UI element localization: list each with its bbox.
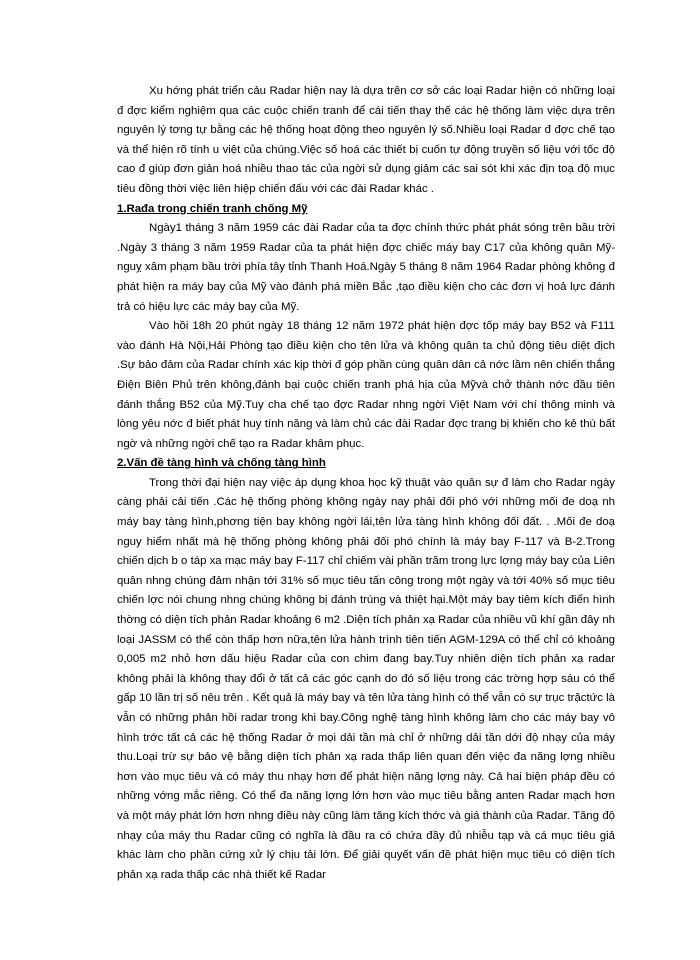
intro-paragraph: Xu hớng phát triển cảu Radar hiện nay là dựa trên cơ sở các loại Radar hiện có những loại đ đợc kiểm nghiệm qua các cuộc chiến tranh để cái tiến thay thế các hệ thống làm việc dựa trên nguyên lý tơng tự bằng các hệ thống hoạt động theo nguyên lý số.Nhiều loại Radar đ đợc chế tạo và thể hiện rõ tính u việt của chúng.Việc số hoá các thiết bị cuốn tự động truyền số liệu với tốc độ cao đ giúp đơn giản hoá nhiều thao tác của ngời sử dụng giảm các sai sót khi xác địn toạ độ mục tiêu đồng thời việc liên hiệp chiến đấu với các đài Radar khác . [117,85,615,195]
section-heading-radar-war: 1.Rađa trong chiến tranh chống Mỹ [117,202,308,215]
section-heading-stealth: 2.Vấn đề tàng hình và chống tàng hình [117,457,326,470]
section2-paragraph-1: Trong thời đại hiện nay việc áp dụng khoa học kỹ thuật vào quân sự đ làm cho Radar ngày càng phải cải tiến .Các hệ thống phòng không ngày nay phải đối phó với những mối đe doạ nh máy bay tàng hình,phơng tiện bay không ngời lái,tên lửa tàng hình không đối đất. . .Mối đe doạ nguy hiểm nhất mà hệ thống phòng không phải đối phó chính là máy bay F-117 và B-2.Trong chiến dịch b o táp xa mạc máy bay F-117 chỉ chiếm vài phần trăm trong lực lợng máy bay của Liên quân nhng chúng đảm nhận tới 31% số mục tiêu tấn công trong một ngày và tới 40% số mục tiêu chiến lợc nói chung nhng chúng không bị đánh trúng và thiệt hại.Một máy bay tiêm kích điển hình thờng có diện tích phản Radar khoảng 6 m2 .Diện tích phản xạ Radar của nhiều vũ khí gần đây nh loại JASSM có thể còn thấp hơn nữa,tên lửa hành trình tiên tiến AGM-129A có thể chỉ có khoảng 0,005 m2 nhỏ hơn dấu hiệu Radar của con chim đang bay.Tuy nhiên diện tích phản xạ radar không phải là không thay đổi ở tất cả các góc cạnh do đó số liệu trong các trờng hợp sáu có thể gấp 10 lần trị số nêu trên . Kết quả là máy bay và tên lửa tàng hình có thể vẫn có sự trục trặctức là vẫn có những phản hồi radar trong khi bay.Công nghệ tàng hình không làm cho các máy bay vô hình trớc tất cả các hệ thống Radar ở mọi dải tần mà chỉ ở những dải tần dới độ nhạy của máy thu.Loại trừ sự bảo vệ bằng diện tích phản xạ rada thấp liên quan đến việc đa năng lợng nhiều hơn vào mục tiêu và có máy thu nhạy hơn để phát hiện năng lợng này. Cả hai biện pháp đều có những vớng mắc riêng. Có thể đa năng lợng lớn hơn vào mục tiêu bằng anten Radar mạch hơn và một máy phát lớn hơn nhng điều này cũng làm tăng kích thớc và giá thành của Radar. Tăng độ nhạy của máy thu Radar cũng có nghĩa là đầu ra có chứa đầy đủ nhiễu tạp và cá mục tiêu giả khác làm cho phần cứng xử lý chịu tải lớn. Để giải quyết vấn đề phát hiện mục tiêu có diện tích phản xạ rada thấp các nhà thiết kế Radar [117,476,615,881]
section1-paragraph-1: Ngày1 tháng 3 năm 1959 các đài Radar của ta đợc chính thức phát phát sóng trên bầu trời .Ngày 3 tháng 3 năm 1959 Radar của ta phát hiện đợc chiếc máy bay C17 của không quân Mỹ-nguỵ xâm phạm bầu trời phía tây tỉnh Thanh Hoá.Ngày 5 tháng 8 năm 1964 Radar phòng không đ phát hiện ra máy bay của Mỹ vào đánh phá miền Bắc ,tạo điều kiện cho các đơn vị hoả lực đánh trả có hiệu lực các máy bay của Mỹ. [117,222,615,313]
section1-paragraph-2: Vào hồi 18h 20 phút ngày 18 tháng 12 năm 1972 phát hiện đợc tốp máy bay B52 và F111 vào đánh Hà Nội,Hải Phòng tạo điều kiện cho tên lửa và không quân ta chủ động tiêu diệt địch .Sự bảo đảm của Radar chính xác kịp thời đ góp phần cùng quân dân cả nớc lầm nên chiến thắng Điện Biên Phủ trên không,đánh bại cuộc chiến tranh phá hịa của Mỹvà chở thành nớc đầu tiên đánh thắng B52 của Mỹ.Tuy cha chế tạo đợc Radar nhng ngời Việt Nam với chí thông minh và lòng yêu nớc đ biết phát huy tính năng và làm chủ các đài Radar đợc trang bị khiến cho kẻ thù bất ngờ và những ngời chế tạo ra Radar khâm phục. [117,320,615,450]
document-body [117,82,615,885]
